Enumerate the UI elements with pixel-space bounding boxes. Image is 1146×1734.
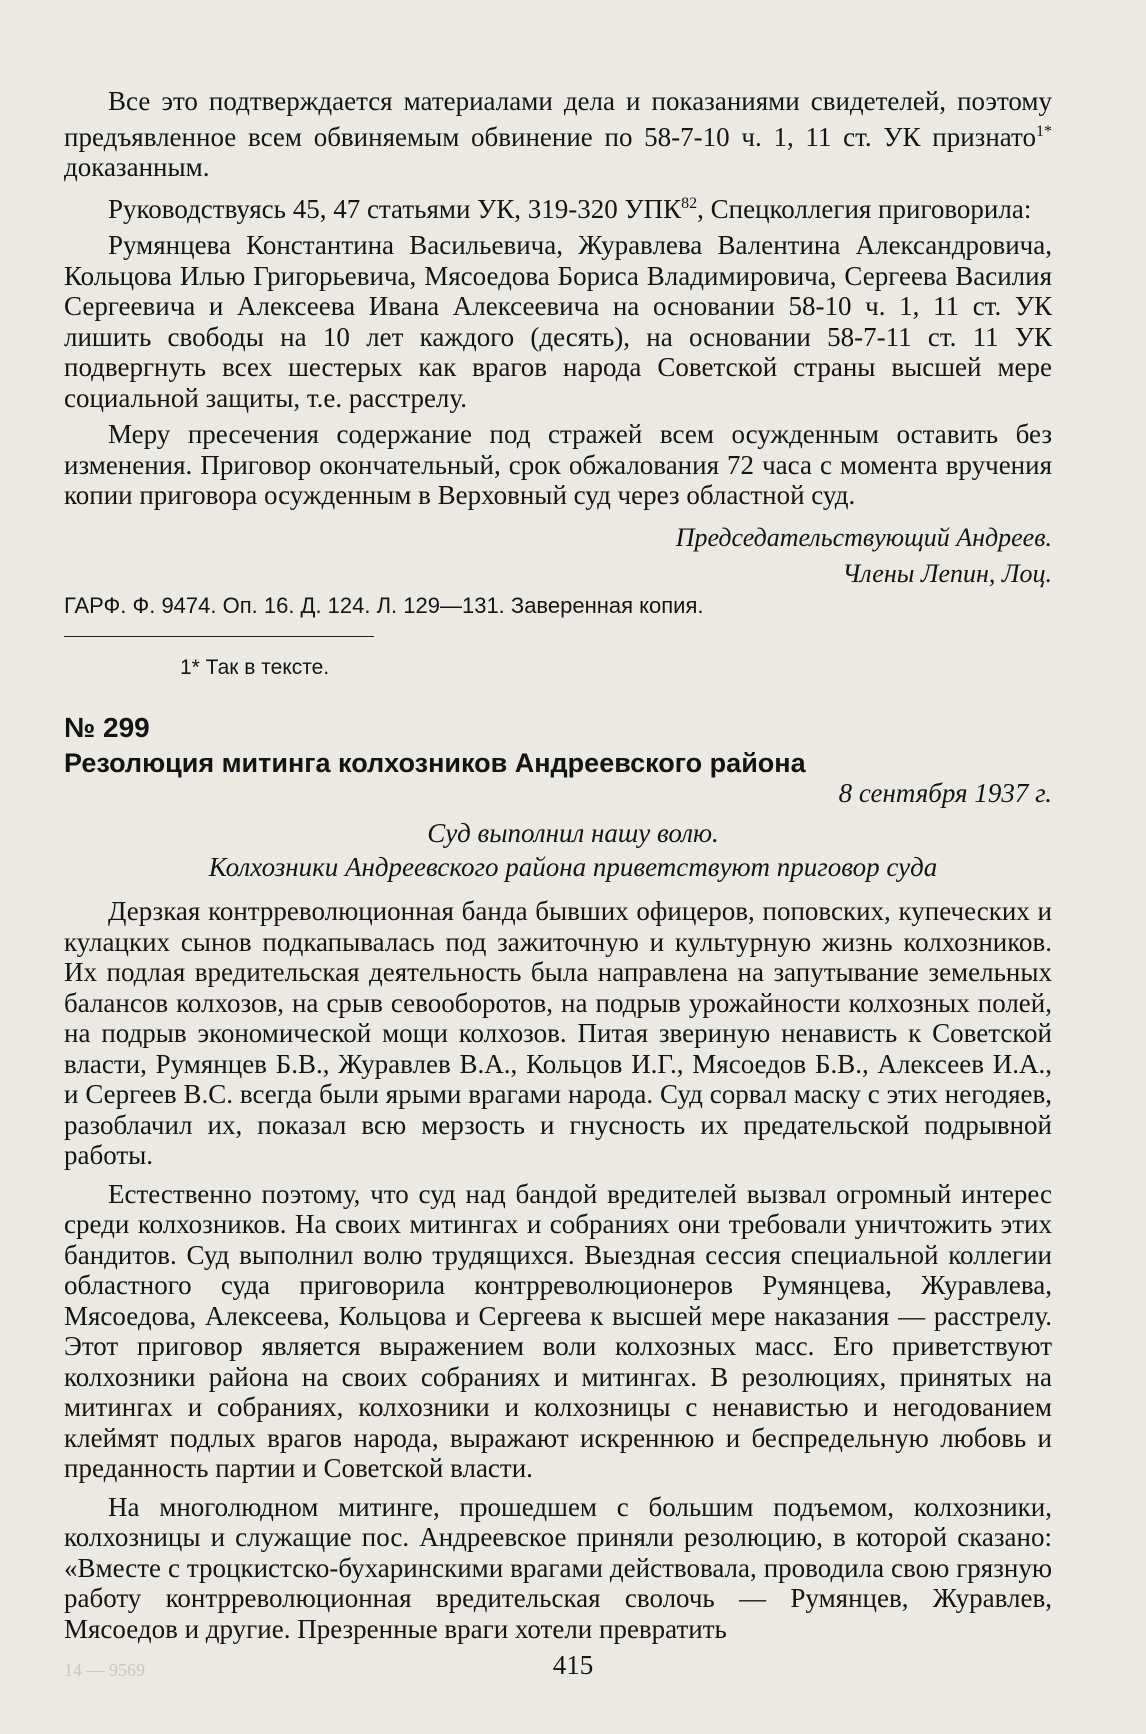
text: Все это подтверждается материалами дела и показаниями свидетелей, поэтому предъявленное всем обвиняемым обвинение по 58-7-10 ч. 1, 11 ст. УК признато xyxy=(64,86,1052,152)
paragraph xyxy=(64,86,1052,183)
text: доказанным. xyxy=(64,152,210,182)
archive-reference: ГАРФ. Ф. 9474. Оп. 16. Д. 124. Л. 129—131. Заверенная копия. xyxy=(64,593,704,618)
footnote-divider xyxy=(64,636,374,637)
paragraph: Румянцева Константина Васильевича, Журавлева Валентина Александровича, Кольцова Илью Григорьевича, Мясоедова Бориса Владимировича, Сергеева Василия Сергеевича и Алексеева Ивана Алексеевича на основании 58-10 ч. 1, 11 ст. УК лишить свободы на 10 лет каждого (десять), на основании 58-7-11 ст. 11 УК подвергнуть всех шестерых как врагов народа Советской страны высшей мере социальной защиты, т.е. расстрелу. xyxy=(64,230,1052,413)
page-number: 415 xyxy=(552,1650,594,1680)
text: , Спецколлегия приговорила: xyxy=(697,193,1032,224)
paragraph xyxy=(64,189,1052,225)
document-title: Резолюция митинга колхозников Андреевского района xyxy=(64,748,806,778)
document-number: № 299 xyxy=(64,712,150,743)
footnote-marker: 1* xyxy=(1036,122,1052,140)
printer-mark: 14 — 9569 xyxy=(64,1660,145,1680)
subtitle-2: Колхозники Андреевского района приветствуют приговор суда xyxy=(208,852,938,882)
verdict-text xyxy=(64,86,1052,590)
paragraph: На многолюдном митинге, прошедшем с большим подъемом, колхозники, колхозницы и служащие пос. Андреевское приняли резолюцию, в которой сказано: «Вместе с троцкистско-бухаринскими врагами действовала, проводила свою грязную работу контрреволюционная вредительская сволочь — Румянцев, Журавлев, Мясоедов и другие. Презренные враги хотели превратить xyxy=(64,1491,1052,1644)
subtitle-1: Суд выполнил нашу волю. xyxy=(427,818,719,848)
members-signature: Члены Лепин, Лоц. xyxy=(842,559,1052,588)
paragraph: Меру пресечения содержание под стражей всем осужденным оставить без изменения. Приговор окончательный, срок обжалования 72 часа с момента вручения копии приговора осужденным в Верховный суд через областной суд. xyxy=(64,419,1052,510)
signatures xyxy=(64,523,1052,590)
footnote: 1* Так в тексте. xyxy=(180,656,330,679)
text: Руководствуясь 45, 47 статьями УК, 319-320 УПК xyxy=(108,193,682,224)
document-date: 8 сентября 1937 г. xyxy=(838,778,1052,808)
chair-signature: Председательствующий Андреев. xyxy=(675,522,1052,552)
resolution-text xyxy=(64,896,1052,1644)
paragraph: Дерзкая контрреволюционная банда бывших офицеров, поповских, купеческих и кулацких сынов подкапывалась под зажиточную и культурную жизнь колхозников. Их подлая вредительская деятельность была направлена на запутывание земельных балансов колхозов, на срыв севооборотов, на подрыв урожайности колхозных полей, на подрыв экономической мощи колхозов. Питая звериную ненависть к Советской власти, Румянцев Б.В., Журавлев В.А., Кольцов И.Г., Мясоедов Б.В., Алексеев И.А., и Сергеев В.С. всегда были ярыми врагами народа. Суд сорвал маску с этих негодяев, разоблачил их, показал всю мерзость и гнусность их предательской подрывной работы. xyxy=(64,896,1052,1170)
endnote-marker: 82 xyxy=(681,194,698,212)
paragraph: Естественно поэтому, что суд над бандой вредителей вызвал огромный интерес среди колхозников. На своих митингах и собраниях они требовали уничтожить этих бандитов. Суд выполнил волю трудящихся. Выездная сессия специальной коллегии областного суда приговорила контрреволюционеров Румянцева, Журавлева, Мясоедова, Алексеева, Кольцова и Сергеева к высшей мере наказания — расстрелу. Этот приговор является выражением воли колхозных масс. Его приветствуют колхозники района на своих собраниях и митингах. В резолюциях, принятых на митингах и собраниях, колхозники и колхозницы с ненавистью и негодованием клеймят подлых врагов народа, выражают искреннюю и беспредельную любовь и преданность партии и Советской власти. xyxy=(64,1178,1052,1483)
